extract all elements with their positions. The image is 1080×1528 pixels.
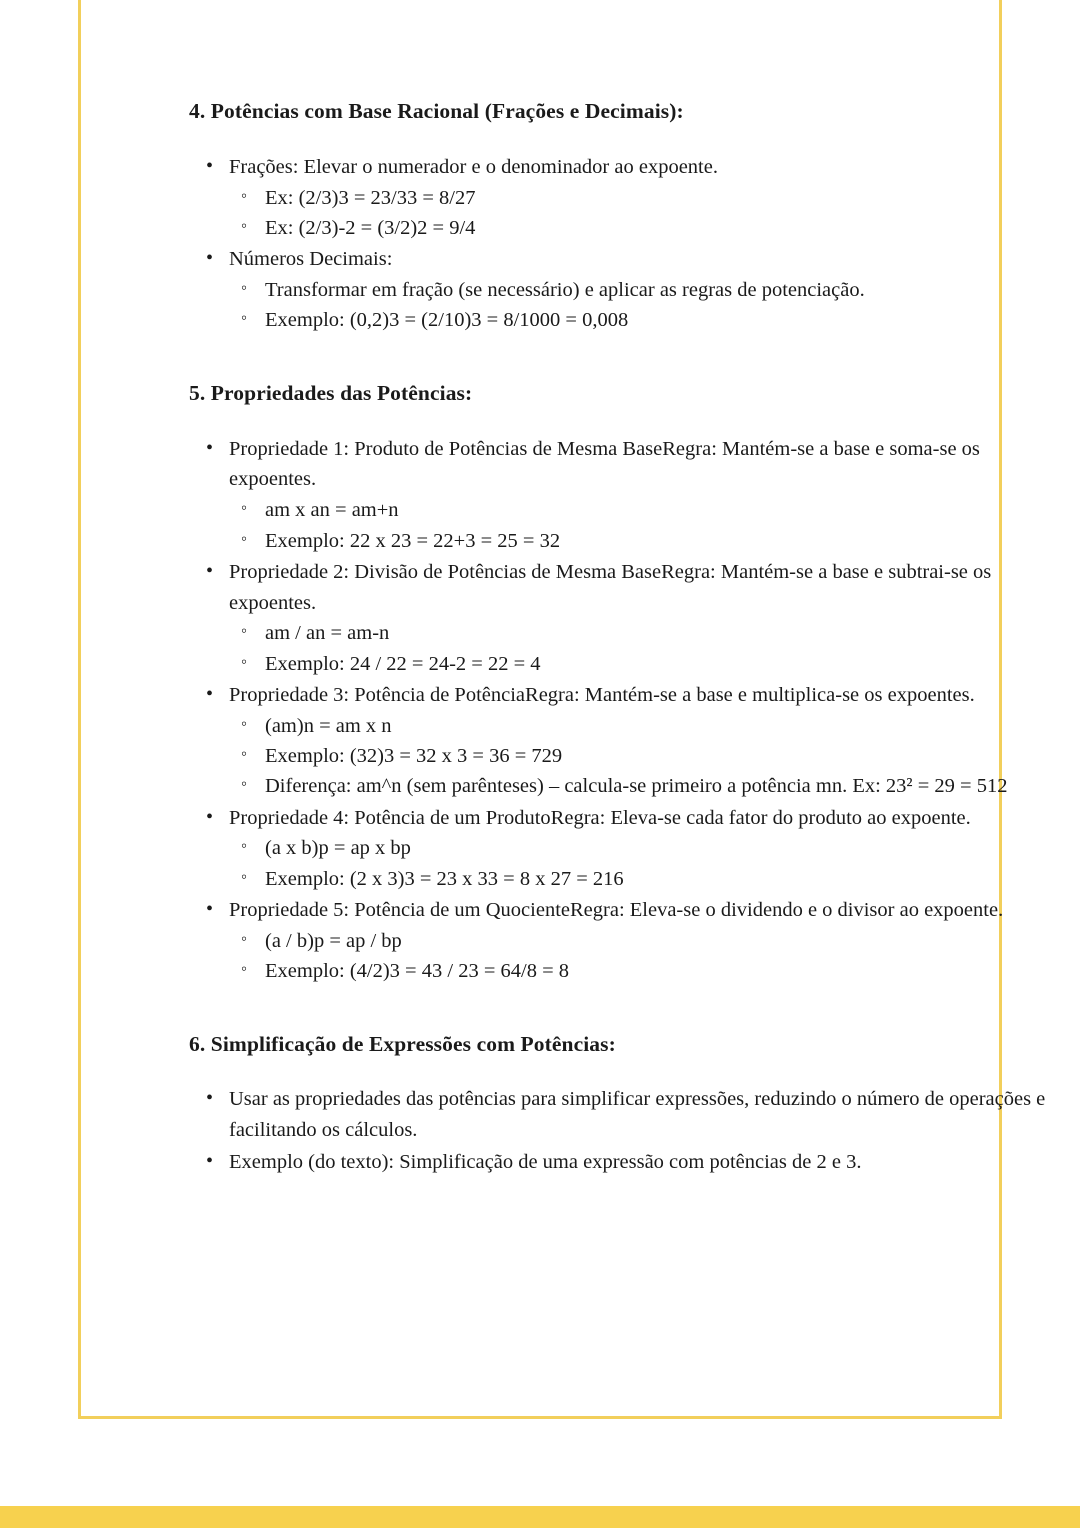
- document-page: [78, 0, 1046, 1419]
- sub-list: [229, 926, 1061, 987]
- list-item: [189, 895, 1061, 986]
- list-item-text: Exemplo (do texto): Simplificação de uma expressão com potências de 2 e 3.: [229, 1150, 862, 1173]
- sub-list-item-text: Ex: (2/3)-2 = (3/2)2 = 9/4: [265, 217, 476, 240]
- list-item-text: Propriedade 2: Divisão de Potências de Mesma BaseRegra: Mantém-se a base e subtrai-se os expoentes.: [229, 560, 992, 614]
- sub-list-item-text: (am)n = am x n: [265, 714, 392, 737]
- list-item-text: Propriedade 3: Potência de PotênciaRegra: Mantém-se a base e multiplica-se os expoentes.: [229, 684, 975, 706]
- section-5-list: [189, 434, 1061, 987]
- bottom-accent-bar: [0, 1506, 1080, 1528]
- sub-list-item: [229, 213, 1061, 243]
- list-item: [189, 244, 1061, 335]
- sub-list-item-text: Exemplo: 24 / 22 = 24-2 = 22 = 4: [265, 652, 541, 675]
- sub-list-item-text: Exemplo: (32)3 = 32 x 3 = 36 = 729: [265, 745, 563, 768]
- document-content: [189, 98, 1061, 1179]
- sub-list-item: [229, 649, 1061, 679]
- sub-list-item-text: Exemplo: (4/2)3 = 43 / 23 = 64/8 = 8: [265, 960, 570, 983]
- list-item: [189, 434, 1061, 556]
- list-item-text: Propriedade 5: Potência de um QuocienteRegra: Eleva-se o dividendo e o divisor ao expoente.: [229, 899, 1004, 922]
- sub-list-item: [229, 926, 1061, 956]
- sub-list-item: [229, 495, 1061, 525]
- section-4-list: [189, 152, 1061, 336]
- sub-list-item-text: (a / b)p = ap / bp: [265, 929, 402, 952]
- sub-list: [229, 495, 1061, 556]
- sub-list-item-text: Exemplo: 22 x 23 = 22+3 = 25 = 32: [265, 529, 561, 552]
- sub-list: [229, 275, 1061, 336]
- sub-list-item: [229, 956, 1061, 986]
- section-heading-6: 6. Simplificação de Expressões com Potências:: [189, 1031, 616, 1056]
- list-item-text: Propriedade 1: Produto de Potências de Mesma BaseRegra: Mantém-se a base e soma-se os expoentes.: [229, 437, 980, 491]
- list-item: [189, 1084, 1061, 1146]
- sub-list-item-text: Transformar em fração (se necessário) e aplicar as regras de potenciação.: [265, 279, 865, 302]
- section-heading-5: 5. Propriedades das Potências:: [189, 380, 473, 405]
- sub-list: [229, 618, 1061, 679]
- section-heading-4: 4. Potências com Base Racional (Frações e Decimais):: [189, 99, 684, 123]
- sub-list-item: [229, 864, 1061, 894]
- list-item-text: Usar as propriedades das potências para simplificar expressões, reduzindo o número de operações e facilitando os cálculos.: [229, 1088, 1046, 1142]
- sub-list-item: [229, 833, 1061, 863]
- sub-list-item-text: Ex: (2/3)3 = 23/33 = 8/27: [265, 186, 476, 209]
- list-item-text: Números Decimais:: [229, 248, 393, 271]
- sub-list-item-text: am x an = am+n: [265, 499, 399, 522]
- sub-list: [229, 833, 1061, 894]
- sub-list-item-text: Diferença: am^n (sem parênteses) – calcula-se primeiro a potência mn. Ex: 23² = 29 = 512: [265, 775, 1008, 798]
- list-item-text: Frações: Elevar o numerador e o denominador ao expoente.: [229, 155, 718, 178]
- list-item: [189, 557, 1061, 679]
- sub-list: [229, 183, 1061, 244]
- sub-list-item: [229, 771, 1061, 801]
- sub-list-item: [229, 275, 1061, 305]
- list-item: [189, 803, 1061, 894]
- list-item: [189, 152, 1061, 243]
- list-item: [189, 680, 1061, 802]
- sub-list-item: [229, 741, 1061, 771]
- sub-list-item: [229, 711, 1061, 741]
- sub-list-item-text: (a x b)p = ap x bp: [265, 837, 411, 860]
- list-item: [189, 1147, 1061, 1178]
- sub-list-item-text: Exemplo: (2 x 3)3 = 23 x 33 = 8 x 27 = 216: [265, 867, 624, 890]
- sub-list-item: [229, 526, 1061, 556]
- list-item-text: Propriedade 4: Potência de um ProdutoRegra: Eleva-se cada fator do produto ao expoente.: [229, 806, 971, 829]
- sub-list-item: [229, 305, 1061, 335]
- sub-list-item: [229, 183, 1061, 213]
- sub-list-item: [229, 618, 1061, 648]
- sub-list-item-text: am / an = am-n: [265, 622, 390, 645]
- section-6-list: [189, 1084, 1061, 1177]
- sub-list-item-text: Exemplo: (0,2)3 = (2/10)3 = 8/1000 = 0,008: [265, 309, 629, 332]
- sub-list: [229, 711, 1061, 802]
